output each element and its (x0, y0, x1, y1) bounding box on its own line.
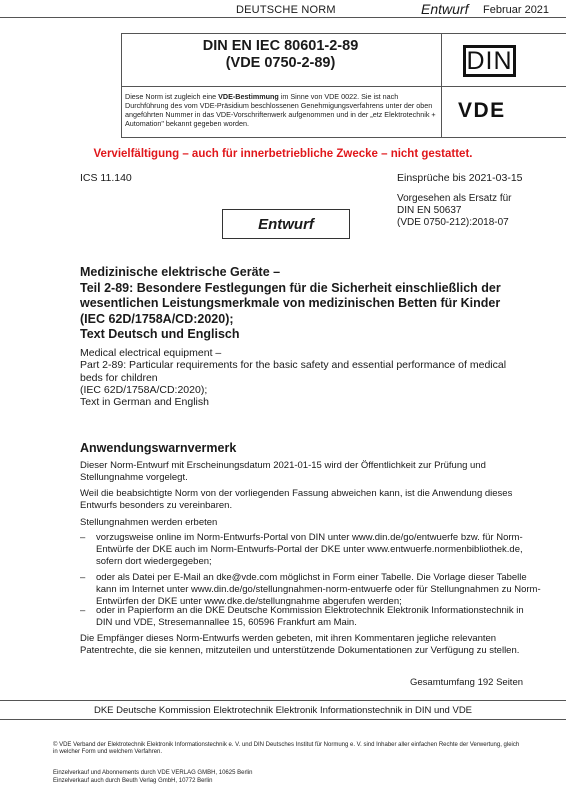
title-line: Teil 2-89: Besondere Festlegungen für die Sicherheit einschließlich der (80, 280, 501, 295)
list-item-text: oder als Datei per E-Mail an dke@vde.com möglichst in Form einer Tabelle. Die Vorlage dieser Tabelle kann im Internet unter www.din.de/go/stellungnahmen-norm-entwuerfe oder für Stellungnahmen zu Norm-Entwürfen der DKE unter www.dke.de/stellungnahme abgerufen werden; (96, 572, 541, 607)
vde-notice-text: Diese Norm ist zugleich eine (125, 92, 219, 101)
list-item (80, 532, 541, 567)
vde-notice-bold: VDE-Bestimmung (218, 92, 279, 101)
dash-bullet: – (80, 572, 86, 583)
title-line: beds for children (80, 371, 158, 384)
objection-deadline: Einsprüche bis 2021-03-15 (397, 172, 523, 184)
sales-info (53, 770, 252, 785)
replacement-line: Vorgesehen als Ersatz für (397, 193, 512, 204)
dke-bottom-rule (0, 719, 566, 720)
title-line: Text in German and English (80, 396, 209, 409)
frame-top-rule (121, 33, 566, 34)
vde-notice-text-end: im Sinne von VDE 0022. Sie ist nach Durchführung des vom VDE-Präsidium beschlossenen Genehmigungsverfahrens unter der oben angeführten Nummer in das VDE-Vorschriftenwerk aufgenommen und in der „etz Elektrotechnik + Automation" bekannt gegeben worden. (125, 92, 436, 128)
list-item-text: vorzugsweise online im Norm-Entwurfs-Portal von DIN unter www.din.de/go/entwuerfe bzw. für Norm-Entwürfe der DKE auch im Norm-Entwurfs-Portal der DKE unter www.entwuerfe.normenbibliothek.de, sofern dort wiedergegeben; (96, 532, 523, 567)
title-line: Text Deutsch und Englisch (80, 327, 240, 341)
title-line: Medizinische elektrische Geräte – (80, 265, 281, 279)
title-english (80, 347, 540, 408)
standard-number: DIN EN IEC 80601-2-89 (202, 38, 359, 54)
din-logo-text: DIN (466, 46, 513, 75)
issue-date: Februar 2021 (483, 4, 550, 16)
sales-line: Einzelverkauf auch durch Beuth Verlag GmbH, 10772 Berlin (53, 777, 213, 784)
norm-type-label: DEUTSCHE NORM (236, 4, 336, 16)
vde-logo: VDE (458, 99, 506, 122)
warning-paragraph: Die Empfänger dieses Norm-Entwurfs werden gebeten, mit ihren Kommentaren jegliche relevanten Patentrechte, die sie kennen, mitzuteilen und unterstützende Dokumentationen zur Verfügung zu stellen. (80, 633, 520, 656)
frame-middle-rule (121, 86, 566, 87)
din-logo (463, 45, 516, 77)
warning-paragraph: Weil die beabsichtigte Norm von der vorliegenden Fassung abweichen kann, ist die Anwendung dieses Entwurfs besonders zu vereinbaren. (80, 488, 513, 511)
draft-stamp-text: Entwurf (258, 215, 314, 233)
ics-code: ICS 11.140 (80, 172, 132, 184)
dke-line: DKE Deutsche Kommission Elektrotechnik Elektronik Informationstechnik in DIN und VDE (93, 705, 473, 716)
title-line: Part 2-89: Particular requirements for the basic safety and essential performance of medical (80, 359, 507, 372)
list-item-text: oder in Papierform an die DKE Deutsche Kommission Elektrotechnik Elektronik Informationstechnik in DIN und VDE, Stresemannallee 15, 60596 Frankfurt am Main. (96, 605, 524, 628)
total-pages: Gesamtumfang 192 Seiten (410, 677, 524, 688)
title-line: wesentlichen Leistungsmerkmale von medizinischen Betten für Kinder (80, 296, 501, 310)
vde-number: (VDE 0750-2-89) (225, 55, 336, 71)
title-line: Medical electrical equipment – (80, 347, 222, 359)
replacement-line: (VDE 0750-212):2018-07 (397, 217, 509, 228)
list-item (80, 605, 541, 629)
status-label: Entwurf (421, 1, 469, 17)
dke-top-rule (0, 700, 566, 701)
title-line: (IEC 62D/1758A/CD:2020); (80, 383, 208, 396)
dash-bullet: – (80, 532, 86, 543)
title-line: (IEC 62D/1758A/CD:2020); (80, 311, 234, 326)
warning-paragraph: Dieser Norm-Entwurf mit Erscheinungsdatum 2021-01-15 wird der Öffentlichkeit zur Prüfung und Stellungnahme vorgelegt. (80, 460, 486, 483)
title-german (80, 265, 540, 343)
draft-stamp (222, 209, 350, 239)
warning-paragraph: Stellungnahmen werden erbeten (80, 517, 218, 528)
frame-bottom-rule (121, 137, 566, 138)
reproduction-notice: Vervielfältigung – auch für innerbetriebliche Zwecke – nicht gestattet. (93, 148, 473, 160)
dash-bullet: – (80, 605, 86, 616)
replacement-line: DIN EN 50637 (397, 205, 462, 216)
sales-line: Einzelverkauf und Abonnements durch VDE VERLAG GMBH, 10625 Berlin (53, 770, 253, 776)
header-rule (0, 17, 566, 18)
copyright-notice: © VDE Verband der Elektrotechnik Elektronik Informationstechnik e. V. und DIN Deutsches Institut für Normung e. V. sind Inhaber aller einfachen Rechte der Verwertung, gleich in welcher Form und welchem Verfahren. (53, 742, 520, 755)
warning-heading: Anwendungswarnvermerk (80, 441, 237, 455)
list-item (80, 572, 541, 607)
frame-divider-rule (441, 33, 442, 137)
standard-number-box (121, 38, 440, 72)
replacement-note (397, 193, 512, 229)
vde-notice (125, 92, 441, 128)
